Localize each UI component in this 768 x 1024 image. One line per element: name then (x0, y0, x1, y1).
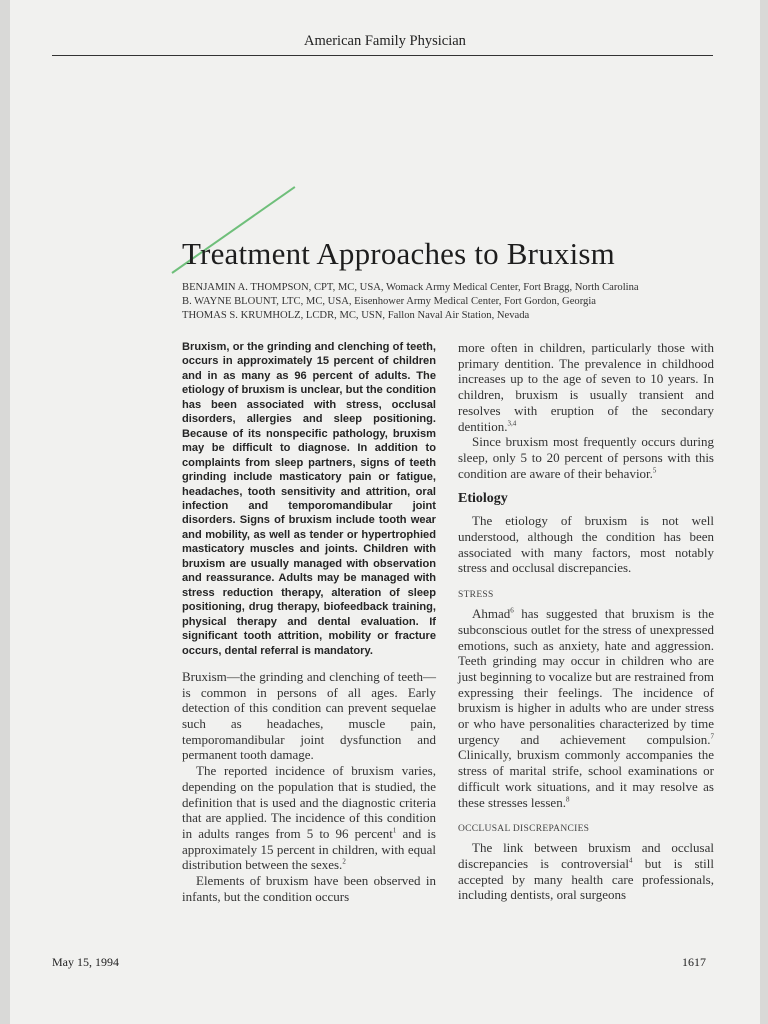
page-number: 1617 (682, 955, 706, 969)
reference-mark: 2 (342, 858, 346, 867)
reference-mark: 6 (510, 606, 514, 615)
reference-mark: 1 (392, 826, 397, 835)
section-heading: Etiology (458, 491, 508, 507)
subsection-heading: OCCLUSAL DISCREPANCIES (458, 824, 590, 835)
header-rule (52, 55, 713, 56)
reference-mark: 8 (565, 795, 570, 804)
left-column (182, 340, 436, 905)
author-list (182, 281, 742, 323)
paragraph: Ahmad$^6$ has suggested that bruxism is the subconscious outlet for the stress of unexpressed emotions, such as anxiety, hate and aggression. Teeth grinding may occur in children who are just beginning to vocalize but are restrained from expressing their feelings. The incidence of bruxism is higher in adults who are under stress or who have personalities characterized by time urgency and achievement compulsion.$^7$ Clinically, bruxism commonly accompanies the stress of marital strife, school examinations or difficult work situations, and it may resolve as these stresses lessen.$^8$ (458, 606, 714, 810)
reference-mark: 3,4 (507, 419, 517, 428)
paragraph: more often in children, particularly those with primary dentition. The prevalence in childhood increases up to the age of seven to 10 years. In children, bruxism is usually transient and resolves with eruption of the secondary dentition.$^{3,4}$ (458, 340, 714, 434)
paragraph: Bruxism—the grinding and clenching of teeth—is common in persons of all ages. Early detection of this condition can prevent sequelae such as headaches, muscle pain, temporomandibular joint dysfunction and permanent tooth damage. (182, 668, 436, 763)
paragraph: The etiology of bruxism is not well understood, although the condition has been associated with many factors, most notably stress and occlusal discrepancies. (458, 513, 714, 576)
reference-mark: 5 (652, 466, 657, 475)
reference-mark: 7 (710, 732, 714, 741)
journal-name: American Family Physician (304, 33, 466, 49)
author-line: B. WAYNE BLOUNT, LTC, MC, USA, Eisenhower Army Medical Center, Fort Gordon, Georgia (182, 296, 596, 307)
paragraph: Since bruxism most frequently occurs during sleep, only 5 to 20 percent of persons with this condition are aware of their behavior.$^5$ (458, 434, 714, 481)
author-line: BENJAMIN A. THOMPSON, CPT, MC, USA, Womack Army Medical Center, Fort Bragg, North Carolina (182, 282, 639, 293)
paragraph: Elements of bruxism have been observed in infants, but the condition occurs (182, 873, 436, 904)
author-line: THOMAS S. KRUMHOLZ, LCDR, MC, USN, Fallon Naval Air Station, Nevada (182, 310, 530, 321)
paragraph: The link between bruxism and occlusal discrepancies is controversial$^4$ but is still accepted by many health care professionals, including dentists, oral surgeons (458, 840, 714, 903)
paragraph: The reported incidence of bruxism varies, depending on the population that is studied, the definition that is used and the diagnostic criteria that are applied. The incidence of this condition in adults ranges from 5 to 96 percent$^1$ and is approximately 15 percent in children, with equal distribution between the sexes.$^2$ (182, 763, 436, 873)
abstract: Bruxism, or the grinding and clenching of teeth, occurs in approximately 15 percent of children and in as many as 96 percent of adults. The etiology of bruxism is unclear, but the condition has been associated with stress, occlusal disorders, allergies and sleep positioning. Because of its nonspecific pathology, bruxism may be difficult to diagnose. In addition to complaints from sleep partners, signs of teeth grinding include masticatory pain or fatigue, headaches, tooth sensitivity and attrition, oral infection and temporomandibular joint disorders. Signs of bruxism include tooth wear and mobility, as well as tender or hypertrophied masticatory muscles and joints. Children with bruxism are usually managed with observation and reassurance. Adults may be managed with stress reduction therapy, alteration of sleep positioning, drug therapy, biofeedback training, physical therapy and dental evaluation. If significant tooth attrition, mobility or fracture occurs, dental referral is mandatory. (182, 341, 436, 657)
subsection-heading: STRESS (458, 590, 494, 601)
issue-date: May 15, 1994 (52, 955, 119, 969)
journal-page (10, 0, 760, 1024)
article-title: Treatment Approaches to Bruxism (182, 236, 615, 271)
reference-mark: 4 (629, 856, 633, 865)
right-column (458, 340, 714, 903)
